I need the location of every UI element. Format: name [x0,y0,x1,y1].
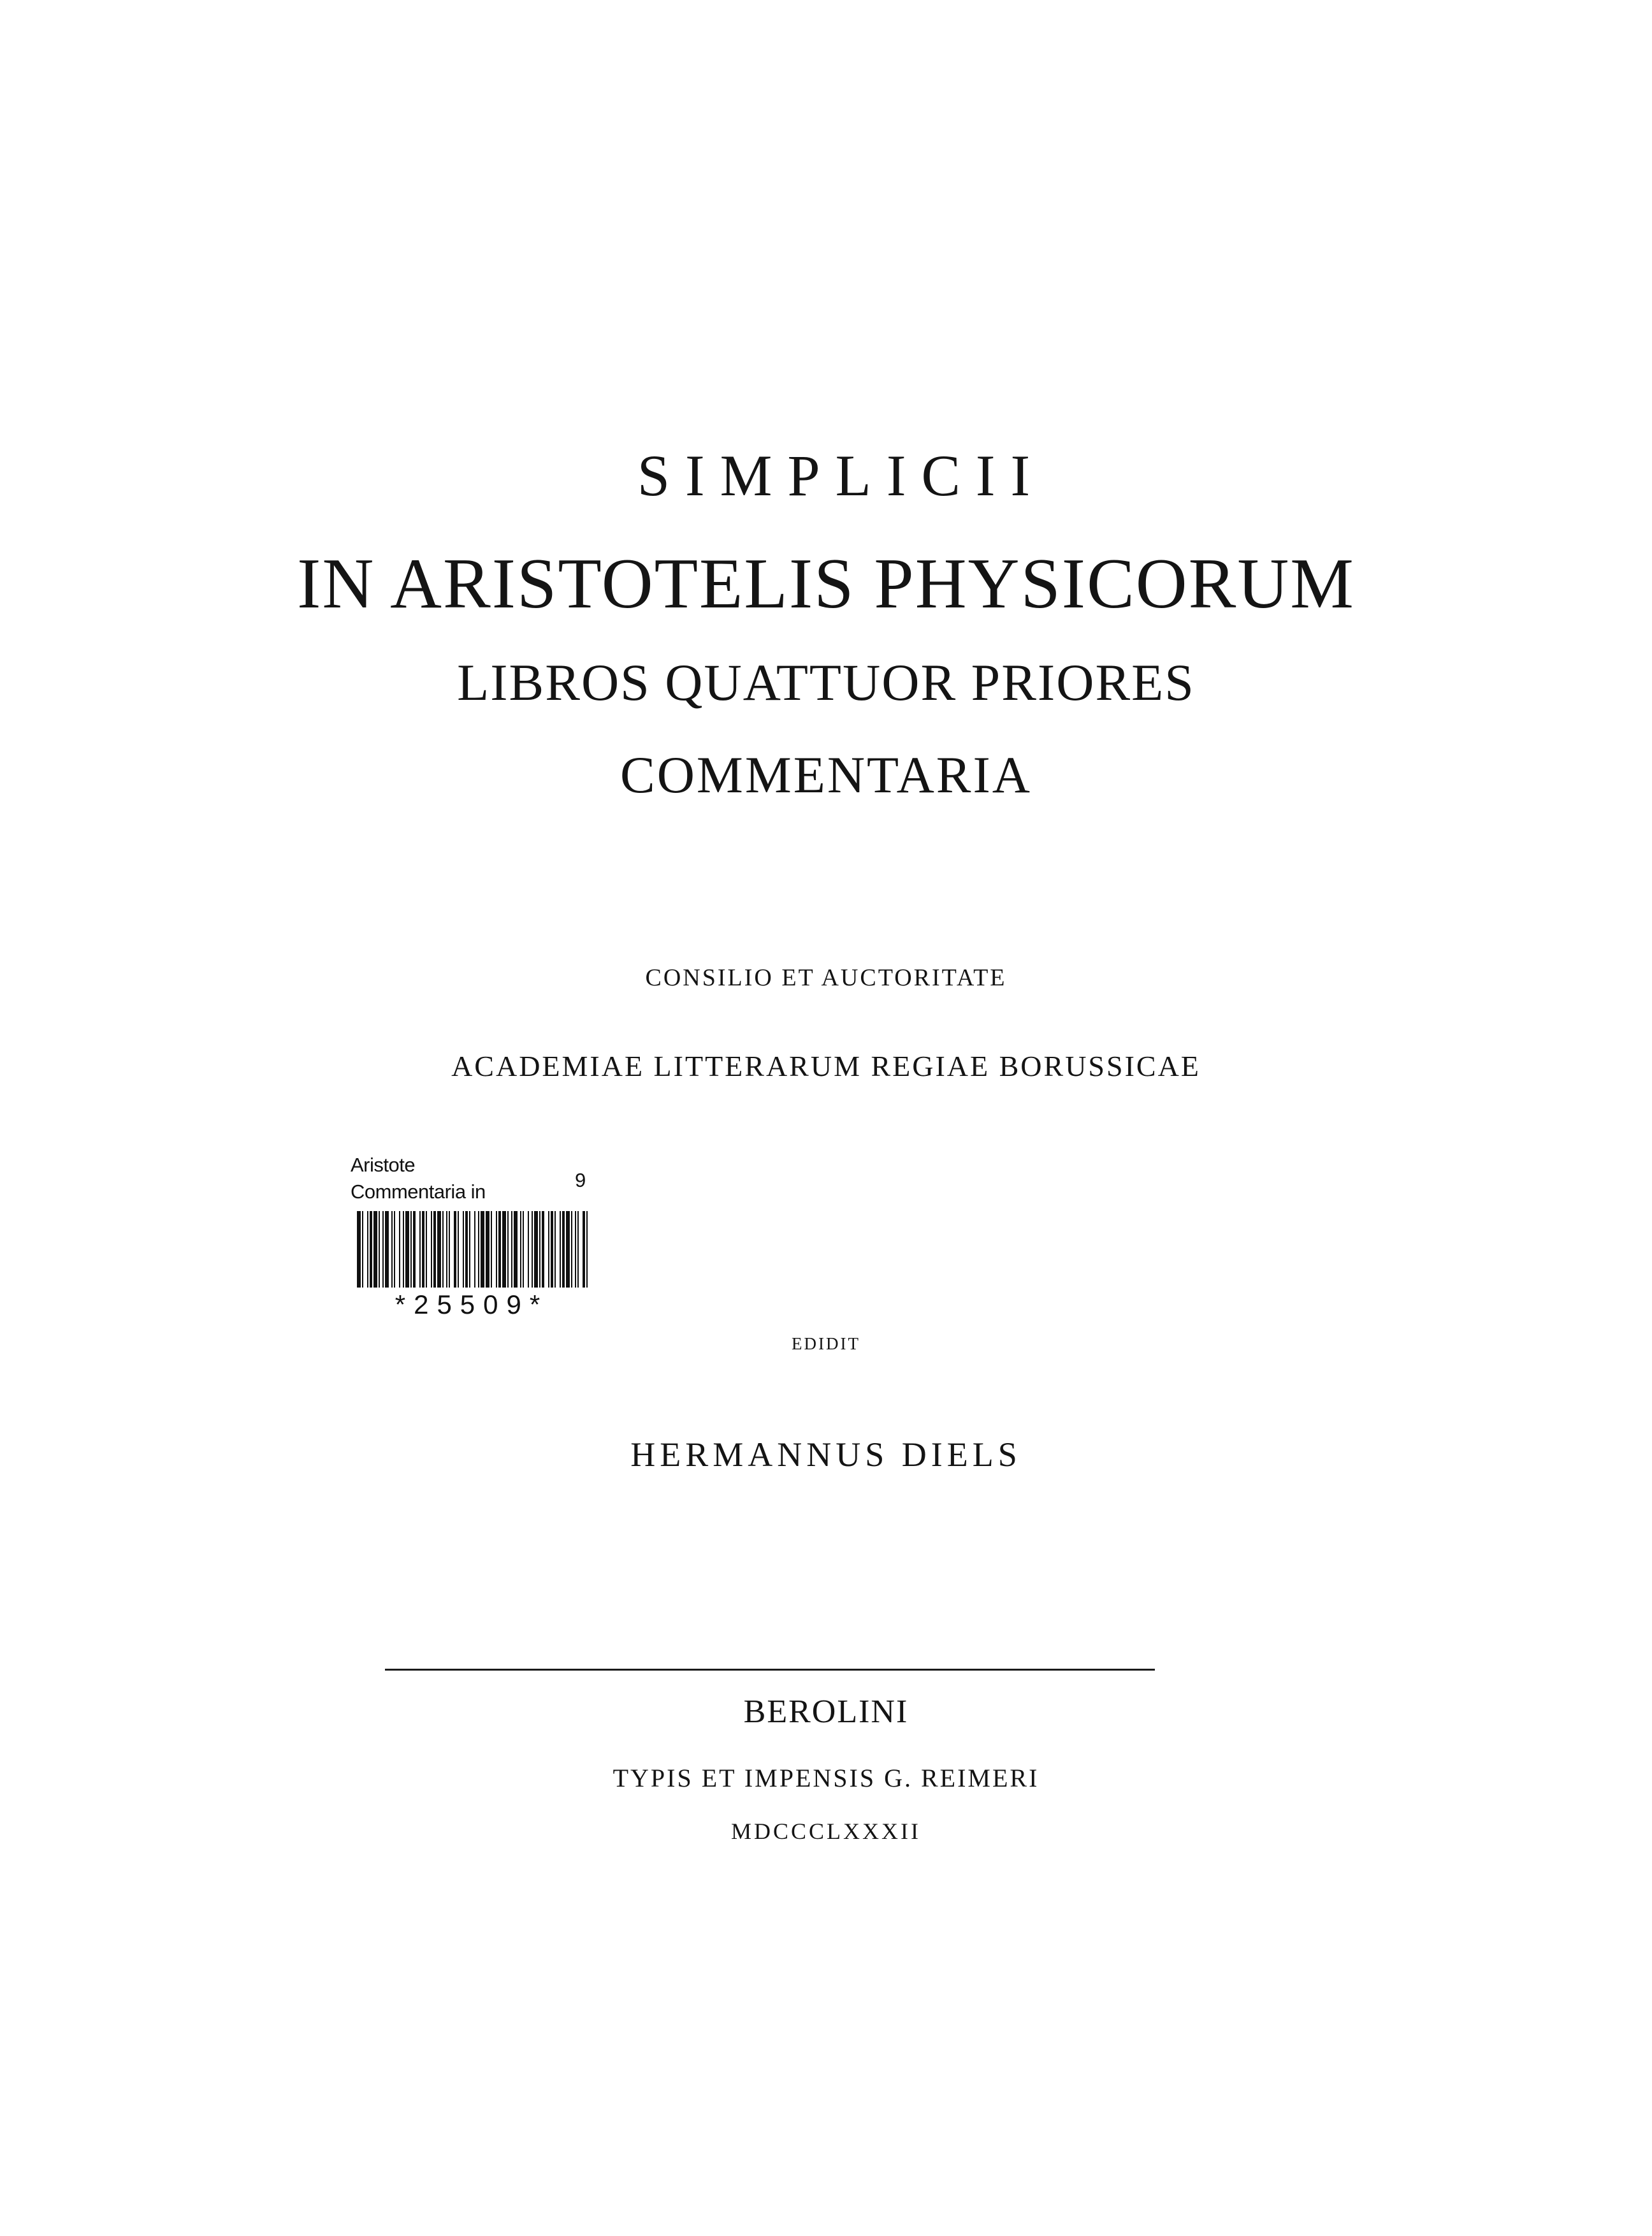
library-label [351,1155,605,1346]
barcode-number: *25509* [395,1289,549,1319]
imprint-printer: TYPIS ET IMPENSIS G. REIMERI [612,1764,1040,1792]
barcode-graphic [357,1211,590,1288]
label-shelf-number: 9 [575,1169,586,1191]
author-name: SIMPLICII [637,443,1046,508]
sponsorship-line-1: CONSILIO ET AUCTORITATE [645,964,1007,991]
imprint-divider [385,1669,1155,1671]
imprint-place: BEROLINI [743,1694,909,1730]
imprint-year: MDCCCLXXXII [730,1819,921,1844]
title-line-3: COMMENTARIA [620,746,1032,804]
editor-name: HERMANNUS DIELS [630,1435,1022,1474]
edidit-label: EDIDIT [792,1334,860,1353]
label-line-2: Commentaria in [351,1180,486,1203]
title-line-2: LIBROS QUATTUOR PRIORES [457,653,1195,711]
label-line-1: Aristote [351,1154,416,1176]
sponsorship-line-2: ACADEMIAE LITTERARUM REGIAE BORUSSICAE [451,1050,1201,1082]
title-line-1: IN ARISTOTELIS PHYSICORUM [297,544,1355,623]
